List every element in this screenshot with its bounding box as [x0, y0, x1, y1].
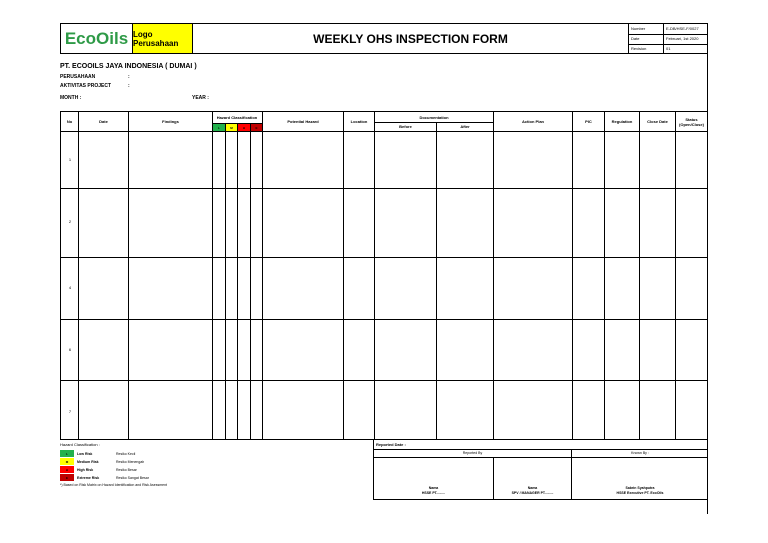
row-number: 6 — [68, 347, 72, 352]
month-label: MONTH : — [60, 95, 82, 101]
signer2-name: Nama — [527, 486, 538, 490]
company-logo-placeholder: Logo Perusahaan — [133, 24, 193, 53]
legend-desc: Resiko Kecil — [116, 451, 136, 456]
meta-key: Number — [629, 24, 664, 34]
row-number: 2 — [68, 219, 72, 224]
col-documentation: Documentation — [419, 114, 449, 120]
aktivitas-label: AKTIVITAS PROJECT — [60, 83, 112, 89]
meta-value: Februari, 1st 2020 — [666, 36, 699, 41]
hazard-swatch-low: L — [213, 124, 225, 131]
col-location: Location — [350, 119, 368, 124]
legend-row-extreme — [60, 474, 149, 481]
meta-key: Date — [629, 34, 664, 44]
signer3-name: Sabrin Syahputra — [625, 486, 655, 490]
year-label: YEAR : — [192, 95, 209, 101]
col-no: No — [66, 119, 73, 124]
form-footer — [60, 440, 708, 500]
col-before: Before — [399, 124, 412, 129]
col-after: After — [460, 124, 470, 129]
signer1-role: HSSE PT......... — [421, 491, 446, 495]
col-date: Date — [99, 119, 108, 124]
col-action-plan: Action Plan — [521, 119, 544, 124]
form-title: WEEKLY OHS INSPECTION FORM — [193, 24, 629, 53]
legend-desc: Resiko Besar — [116, 467, 137, 472]
legend-row-medium — [60, 458, 144, 465]
reported-date-label: Reported Date : — [376, 442, 406, 447]
ecooils-logo: EcoOils — [61, 24, 133, 53]
aktivitas-colon: : — [128, 83, 130, 89]
perusahaan-colon: : — [128, 74, 130, 80]
col-pic: PIC — [585, 119, 592, 124]
reported-by-label: Reported By — [462, 451, 483, 455]
legend-row-low — [60, 450, 135, 457]
meta-value: 01 — [666, 46, 671, 51]
known-by-label: Known By : — [631, 451, 649, 455]
legend-label: Extreme Risk — [77, 475, 100, 480]
hazard-swatch-extreme: E — [251, 124, 262, 131]
company-name: PT. ECOOILS JAYA INDONESIA ( DUMAI ) — [60, 63, 197, 70]
inspection-table — [60, 111, 708, 440]
legend-swatch: H — [60, 466, 74, 473]
hazard-swatch-medium: M — [226, 124, 237, 131]
legend-label: Low Risk — [77, 451, 93, 456]
form-header — [60, 23, 708, 54]
perusahaan-label: PERUSAHAAN — [60, 74, 96, 80]
col-regulation: Regulation — [611, 119, 633, 124]
meta-value: E-DB/HSE-F/0027 — [666, 26, 699, 31]
signer1-name: Nama — [428, 486, 439, 490]
row-number: 1 — [68, 157, 72, 162]
legend-swatch: M — [60, 458, 74, 465]
signature-block — [373, 440, 708, 500]
col-close-date: Close Date — [647, 119, 668, 124]
legend-swatch: L — [60, 450, 74, 457]
hazard-swatch-high: H — [238, 124, 250, 131]
legend-row-high — [60, 466, 137, 473]
col-findings: Findings — [162, 119, 179, 124]
legend-label: Medium Risk — [77, 459, 99, 464]
col-status: Status (Open/Close) — [679, 116, 704, 127]
legend-swatch: E — [60, 474, 74, 481]
row-number: 7 — [68, 409, 72, 414]
legend-label: High Risk — [77, 467, 94, 472]
hazard-classification-title: Hazard Classification : — [60, 442, 100, 447]
signer2-role: SPV / MANAGER PT......... — [511, 491, 554, 495]
risk-matrix-note: *) Based on Risk Matrix on Hazard Identification and Risk Asessment — [60, 483, 167, 487]
legend-desc: Resiko Sangat Besar — [116, 475, 149, 480]
meta-key: Revision — [629, 44, 664, 54]
col-potential: Potential Hazard — [287, 119, 319, 124]
col-hazard: Hazard Classification — [216, 115, 258, 120]
meta-revision-row — [629, 44, 707, 54]
row-number: 4 — [68, 285, 72, 290]
legend-desc: Resiko Menengah — [116, 459, 145, 464]
signer3-role: HSSE Executive PT. EcoOils — [616, 491, 664, 495]
